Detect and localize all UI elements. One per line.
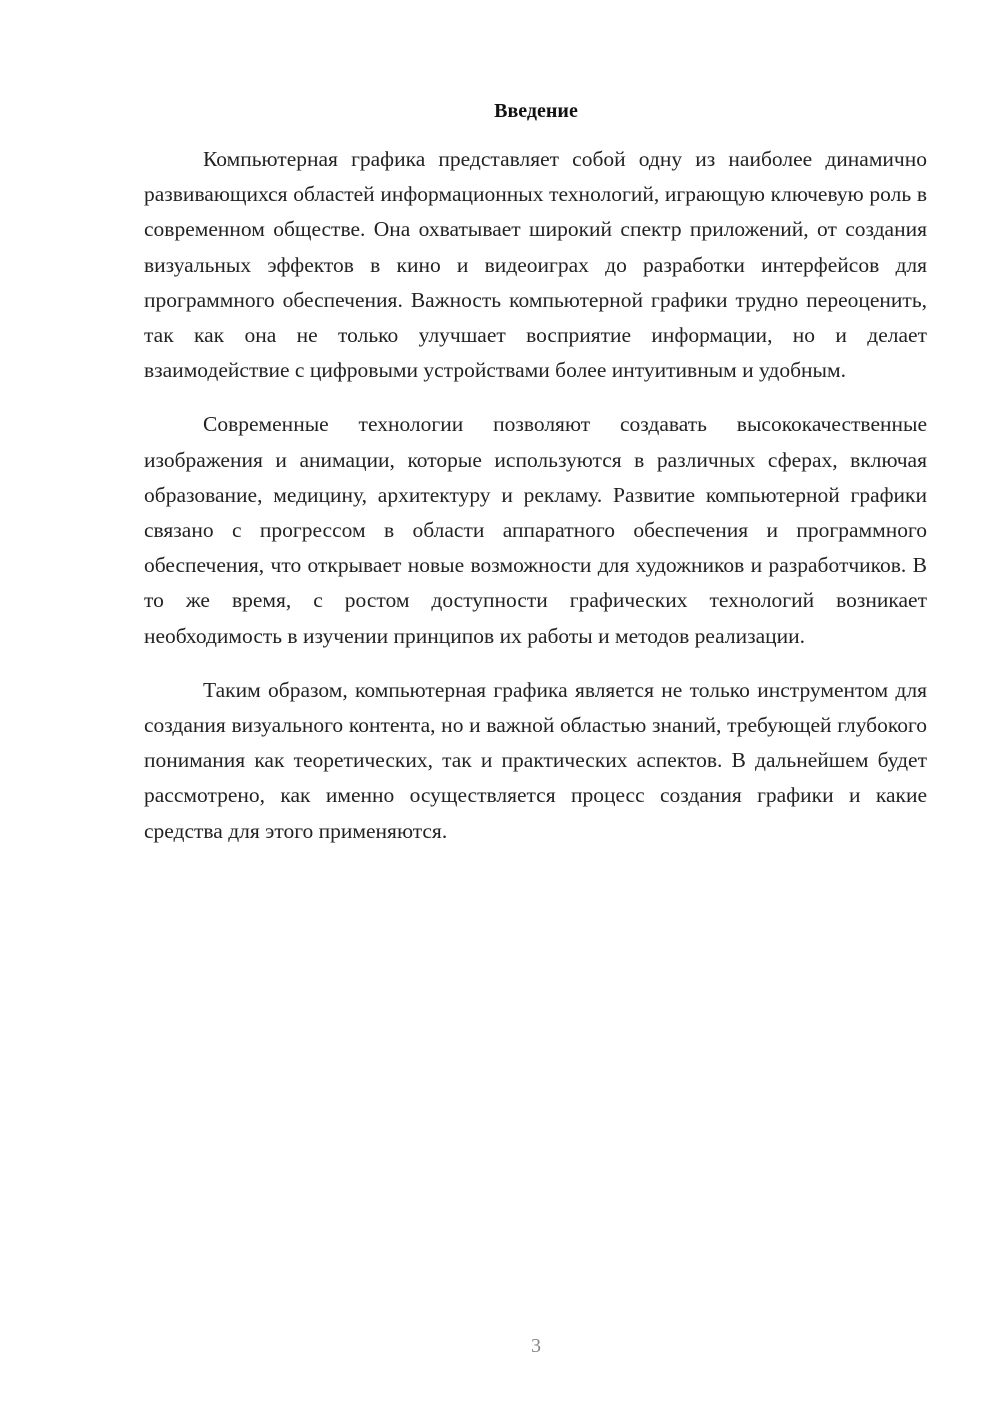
paragraph-1: Компьютерная графика представляет собой одну из наиболее динамично развивающихся областей информационных технологий, играющую ключевую роль в современном обществе. Она охватывает широкий спектр приложений, от создания визуальных эффектов в кино и видеоиграх до разработки интерфейсов для программного обеспечения. Важность компьютерной графики трудно переоценить, так как она не только улучшает восприятие информации, но и делает взаимодействие с цифровыми устройствами более интуитивным и удобным.	[144, 147, 927, 383]
paragraph-3: Таким образом, компьютерная графика является не только инструментом для создания визуального контента, но и важной областью знаний, требующей глубокого понимания как теоретических, так и практических аспектов. В дальнейшем будет рассмотрено, как именно осуществляется процесс создания графики и какие средства для этого применяются.	[144, 677, 927, 843]
section-heading: Введение	[494, 100, 578, 122]
page-number: 3	[531, 1335, 541, 1357]
body-text	[144, 142, 927, 868]
paragraph-2: Современные технологии позволяют создавать высококачественные изображения и анимации, которые используются в различных сферах, включая образование, медицину, архитектуру и рекламу. Развитие компьютерной графики связано с прогрессом в области аппаратного обеспечения и программного обеспечения, что открывает новые возможности для художников и разработчиков. В то же время, с ростом доступности графических технологий возникает необходимость в изучении принципов их работы и методов реализации.	[144, 412, 927, 648]
